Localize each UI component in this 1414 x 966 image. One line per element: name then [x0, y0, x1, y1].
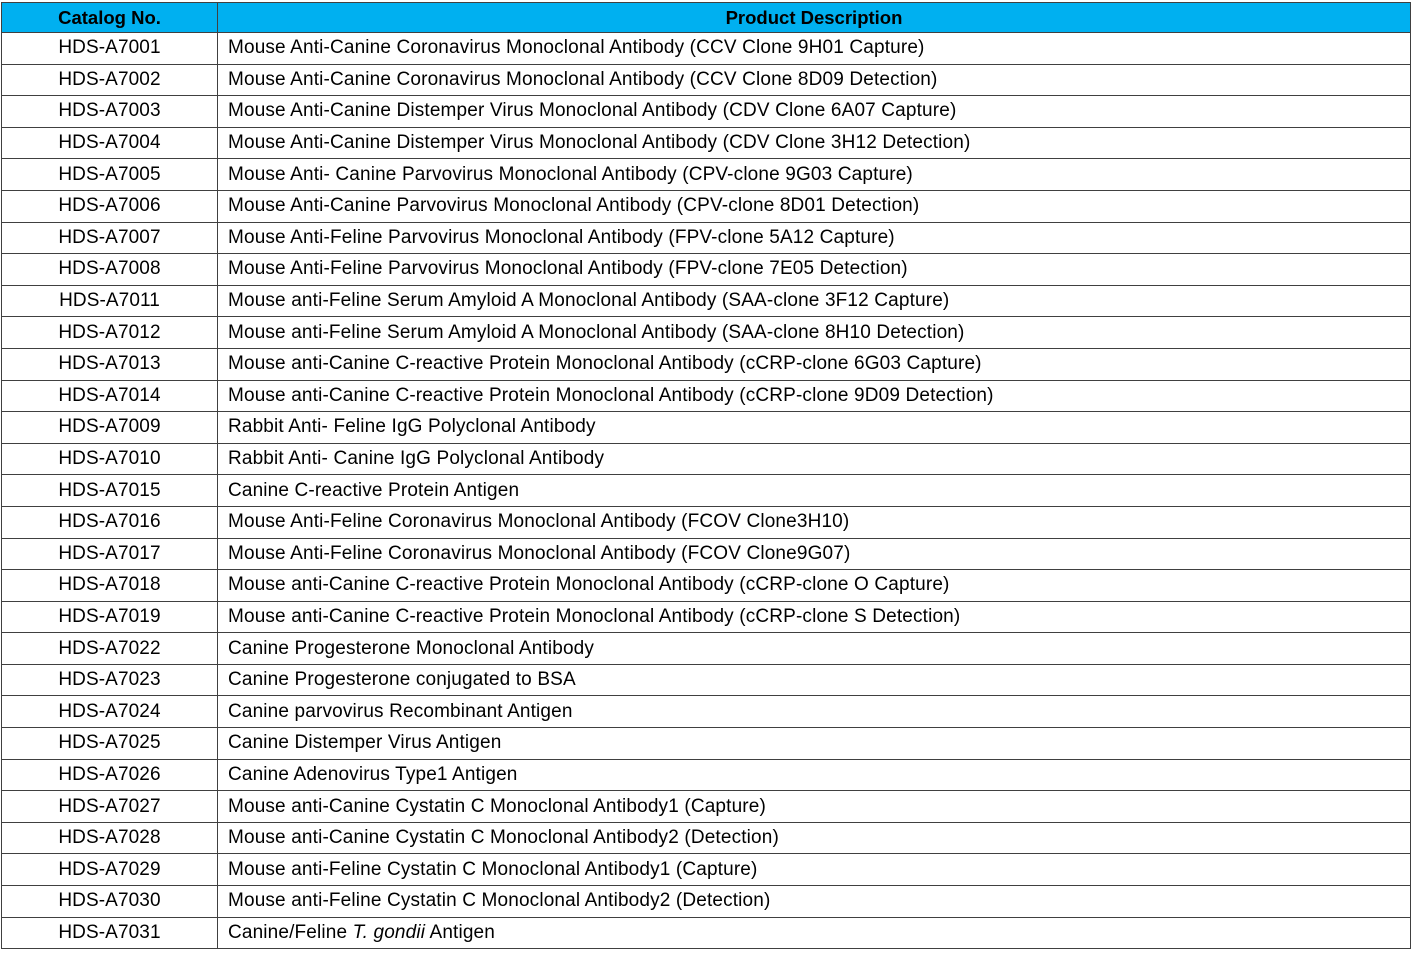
table-body — [2, 33, 1411, 949]
table-row — [2, 412, 1411, 444]
product-description-cell: Mouse anti-Canine Cystatin C Monoclonal Antibody1 (Capture) — [218, 791, 1411, 823]
table-row — [2, 285, 1411, 317]
table-row — [2, 538, 1411, 570]
catalog-number-cell: HDS-A7004 — [2, 127, 218, 159]
product-description-cell: Mouse Anti-Feline Parvovirus Monoclonal Antibody (FPV-clone 7E05 Detection) — [218, 254, 1411, 286]
table-row — [2, 633, 1411, 665]
product-description-cell: Rabbit Anti- Feline IgG Polyclonal Antibody — [218, 412, 1411, 444]
catalog-number-cell: HDS-A7003 — [2, 96, 218, 128]
product-description-cell: Mouse Anti- Canine Parvovirus Monoclonal Antibody (CPV-clone 9G03 Capture) — [218, 159, 1411, 191]
product-description-cell: Canine Distemper Virus Antigen — [218, 728, 1411, 760]
product-description-cell: Mouse Anti-Canine Coronavirus Monoclonal Antibody (CCV Clone 9H01 Capture) — [218, 33, 1411, 65]
product-description-cell: Canine Progesterone conjugated to BSA — [218, 664, 1411, 696]
product-description-cell: Mouse anti-Feline Serum Amyloid A Monoclonal Antibody (SAA-clone 3F12 Capture) — [218, 285, 1411, 317]
catalog-number-cell: HDS-A7025 — [2, 728, 218, 760]
catalog-number-cell: HDS-A7007 — [2, 222, 218, 254]
catalog-number-cell: HDS-A7001 — [2, 33, 218, 65]
table-row — [2, 664, 1411, 696]
catalog-number-cell: HDS-A7031 — [2, 917, 218, 949]
catalog-number-cell: HDS-A7010 — [2, 443, 218, 475]
catalog-number-header: Catalog No. — [2, 3, 218, 33]
table-row — [2, 886, 1411, 918]
catalog-number-cell: HDS-A7002 — [2, 64, 218, 96]
table-row — [2, 222, 1411, 254]
product-description-cell: Mouse anti-Canine C-reactive Protein Monoclonal Antibody (cCRP-clone 9D09 Detection) — [218, 380, 1411, 412]
table-row — [2, 601, 1411, 633]
catalog-number-cell: HDS-A7028 — [2, 822, 218, 854]
product-description-cell: Mouse Anti-Canine Parvovirus Monoclonal Antibody (CPV-clone 8D01 Detection) — [218, 190, 1411, 222]
product-description-cell: Mouse Anti-Feline Parvovirus Monoclonal Antibody (FPV-clone 5A12 Capture) — [218, 222, 1411, 254]
catalog-number-cell: HDS-A7023 — [2, 664, 218, 696]
catalog-number-cell: HDS-A7011 — [2, 285, 218, 317]
catalog-number-cell: HDS-A7019 — [2, 601, 218, 633]
product-description-cell: Canine C-reactive Protein Antigen — [218, 475, 1411, 507]
catalog-number-cell: HDS-A7026 — [2, 759, 218, 791]
catalog-number-cell: HDS-A7030 — [2, 886, 218, 918]
table-row — [2, 728, 1411, 760]
product-description-cell: Mouse anti-Canine C-reactive Protein Monoclonal Antibody (cCRP-clone S Detection) — [218, 601, 1411, 633]
table-row — [2, 159, 1411, 191]
table-row — [2, 33, 1411, 65]
table-row — [2, 317, 1411, 349]
organism-name-italic: T. gondii — [352, 921, 426, 943]
product-description-cell: Mouse anti-Canine Cystatin C Monoclonal Antibody2 (Detection) — [218, 822, 1411, 854]
catalog-number-cell: HDS-A7017 — [2, 538, 218, 570]
product-description-cell: Rabbit Anti- Canine IgG Polyclonal Antibody — [218, 443, 1411, 475]
product-description-cell: Mouse Anti-Canine Distemper Virus Monoclonal Antibody (CDV Clone 6A07 Capture) — [218, 96, 1411, 128]
table-row — [2, 854, 1411, 886]
product-description-cell: Mouse Anti-Feline Coronavirus Monoclonal Antibody (FCOV Clone9G07) — [218, 538, 1411, 570]
table-row — [2, 791, 1411, 823]
description-text-before: Canine/Feline — [228, 921, 353, 943]
product-description-cell: Mouse Anti-Canine Coronavirus Monoclonal Antibody (CCV Clone 8D09 Detection) — [218, 64, 1411, 96]
catalog-number-cell: HDS-A7006 — [2, 190, 218, 222]
table-row — [2, 348, 1411, 380]
product-description-header: Product Description — [218, 3, 1411, 33]
catalog-number-cell: HDS-A7013 — [2, 348, 218, 380]
table-row — [2, 64, 1411, 96]
product-description-cell: Canine Adenovirus Type1 Antigen — [218, 759, 1411, 791]
catalog-number-cell: HDS-A7015 — [2, 475, 218, 507]
product-description-cell: Canine parvovirus Recombinant Antigen — [218, 696, 1411, 728]
table-row — [2, 475, 1411, 507]
product-description-cell — [218, 917, 1411, 949]
product-description-cell: Mouse anti-Feline Cystatin C Monoclonal Antibody1 (Capture) — [218, 854, 1411, 886]
catalog-number-cell: HDS-A7008 — [2, 254, 218, 286]
product-description-cell: Mouse Anti-Canine Distemper Virus Monoclonal Antibody (CDV Clone 3H12 Detection) — [218, 127, 1411, 159]
catalog-number-cell: HDS-A7009 — [2, 412, 218, 444]
header-row — [2, 3, 1411, 33]
catalog-number-cell: HDS-A7005 — [2, 159, 218, 191]
catalog-number-cell: HDS-A7024 — [2, 696, 218, 728]
catalog-number-cell: HDS-A7012 — [2, 317, 218, 349]
table-row — [2, 696, 1411, 728]
catalog-number-cell: HDS-A7018 — [2, 570, 218, 602]
product-description-cell: Mouse Anti-Feline Coronavirus Monoclonal Antibody (FCOV Clone3H10) — [218, 506, 1411, 538]
table-row — [2, 380, 1411, 412]
table-row — [2, 822, 1411, 854]
description-text-after: Antigen — [425, 921, 495, 943]
table-header — [2, 3, 1411, 33]
catalog-number-cell: HDS-A7029 — [2, 854, 218, 886]
table-row — [2, 506, 1411, 538]
catalog-number-cell: HDS-A7014 — [2, 380, 218, 412]
product-description-cell: Canine Progesterone Monoclonal Antibody — [218, 633, 1411, 665]
catalog-number-cell: HDS-A7016 — [2, 506, 218, 538]
table-row — [2, 443, 1411, 475]
table-row — [2, 127, 1411, 159]
table-row — [2, 96, 1411, 128]
product-catalog-table — [1, 2, 1411, 949]
table-row — [2, 254, 1411, 286]
product-description-cell: Mouse anti-Canine C-reactive Protein Monoclonal Antibody (cCRP-clone 6G03 Capture) — [218, 348, 1411, 380]
product-description-cell: Mouse anti-Canine C-reactive Protein Monoclonal Antibody (cCRP-clone O Capture) — [218, 570, 1411, 602]
table-row — [2, 917, 1411, 949]
catalog-number-cell: HDS-A7027 — [2, 791, 218, 823]
product-description-cell: Mouse anti-Feline Cystatin C Monoclonal Antibody2 (Detection) — [218, 886, 1411, 918]
table-row — [2, 190, 1411, 222]
table-row — [2, 570, 1411, 602]
product-description-cell: Mouse anti-Feline Serum Amyloid A Monoclonal Antibody (SAA-clone 8H10 Detection) — [218, 317, 1411, 349]
catalog-number-cell: HDS-A7022 — [2, 633, 218, 665]
table-row — [2, 759, 1411, 791]
